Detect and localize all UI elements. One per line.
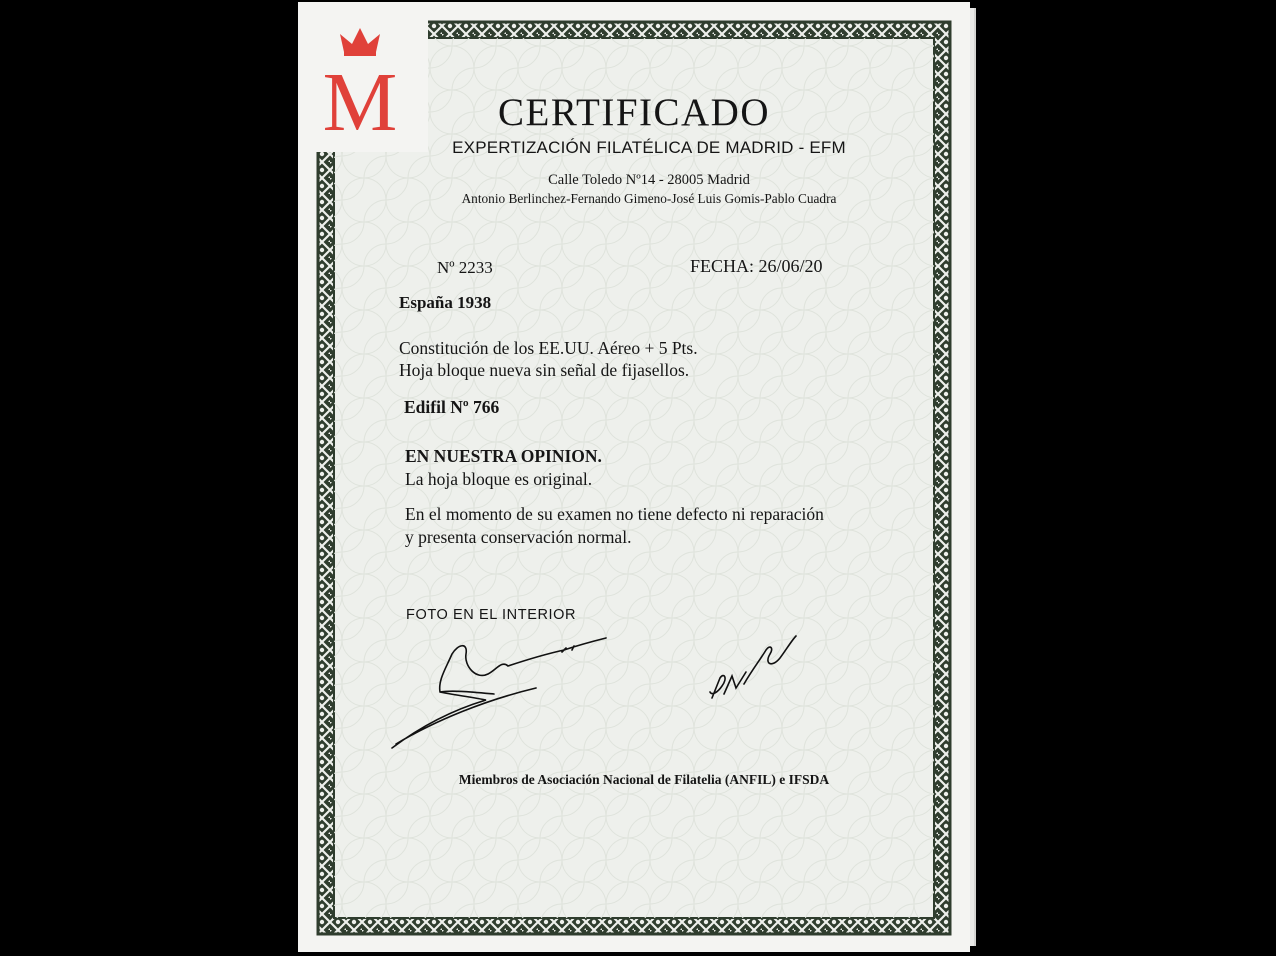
experts-list: Antonio Berlinchez-Fernando Gimeno-José Luis Gomis-Pablo Cuadra [461,191,837,206]
opinion-line2: En el momento de su examen no tiene defecto ni reparación [405,504,824,524]
item-description-line2: Hoja bloque nueva sin señal de fijasellos. [399,360,690,380]
certificate-number: Nº 2233 [437,258,493,277]
logo-letter: M [322,56,398,140]
photo-note: FOTO EN EL INTERIOR [406,607,577,623]
address: Calle Toledo Nº14 - 28005 Madrid [548,172,750,188]
item-description-line1: Constitución de los EE.UU. Aéreo + 5 Pts. [399,338,698,358]
signature-1 [392,638,606,748]
page-title: CERTIFICADO [498,91,770,134]
opinion-line3: y presenta conservación normal. [405,527,632,547]
catalog-number: Edifil Nº 766 [404,397,500,417]
subtitle: EXPERTIZACIÓN FILATÉLICA DE MADRID - EFM [452,138,846,157]
opinion-line1: La hoja bloque es original. [405,469,593,489]
crown-icon [340,28,380,56]
opinion-heading: EN NUESTRA OPINION. [405,446,602,466]
signatures [376,600,836,760]
item-title: España 1938 [399,293,492,312]
certificate-date: FECHA: 26/06/20 [690,256,823,276]
certificate-sheet [298,2,970,952]
footer-membership: Miembros de Asociación Nacional de Filatelia (ANFIL) e IFSDA [458,772,830,787]
